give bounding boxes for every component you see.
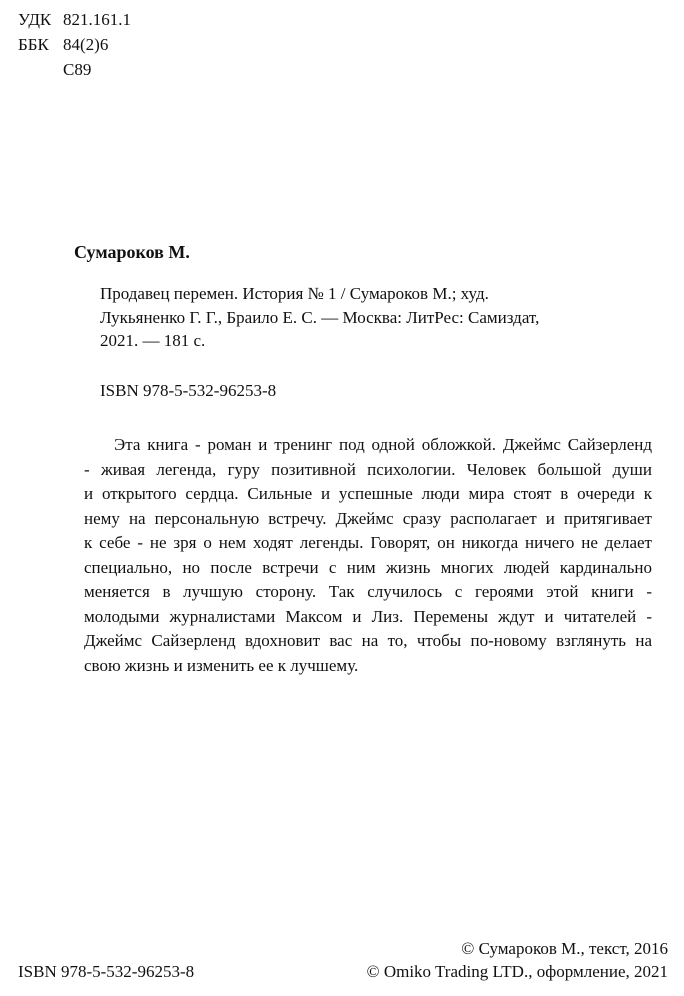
bibliographic-line: Лукьяненко Г. Г., Браило Е. С. — Москва: ЛитРес: Самиздат,	[100, 308, 540, 327]
annotation-line: специально, но после встречи с ним жизнь многих людей кардинально	[84, 557, 652, 577]
annotation-line: Эта книга - роман и тренинг под одной обложкой. Джеймс Сайзерленд	[114, 435, 652, 454]
bibliographic-line: 2021. — 181 с.	[100, 331, 206, 350]
bbk-label: ББК	[18, 35, 49, 54]
udk-value: 821.161.1	[63, 10, 131, 29]
footer-isbn: ISBN 978-5-532-96253-8	[18, 962, 195, 981]
annotation-paragraph	[84, 433, 652, 678]
bbk-value: 84(2)6	[63, 35, 109, 54]
annotation-line: свою жизнь и изменить ее к лучшему.	[84, 655, 359, 675]
annotation-line: меняется в лучшую сторону. Так случилось с героями этой книги -	[84, 582, 652, 601]
bibliographic-line: Продавец перемен. История № 1 / Сумароков М.; худ.	[100, 284, 489, 303]
copyright-text: © Сумароков М., текст, 2016	[461, 939, 668, 958]
annotation-line: к себе - не зря о нем ходят легенды. Говорят, он никогда ничего не делает	[84, 533, 652, 552]
annotation-line: нему на персональную встречу. Джеймс сразу располагает и притягивает	[84, 508, 652, 528]
annotation-line: и открытого сердца. Сильные и успешные люди мира стоят в очереди к	[84, 484, 652, 503]
isbn: ISBN 978-5-532-96253-8	[100, 381, 277, 400]
udk-label: УДК	[18, 10, 52, 29]
annotation-line: - живая легенда, гуру позитивной психологии. Человек большой души	[84, 459, 652, 479]
copyright-design: © Omiko Trading LTD., оформление, 2021	[366, 962, 668, 981]
annotation-line: молодыми журналистами Максом и Лиз. Перемены ждут и читателей -	[84, 606, 652, 626]
author-heading: Сумароков М.	[74, 242, 190, 262]
annotation-line: Джеймс Сайзерленд вдохновит вас на то, чтобы по-новому взглянуть на	[84, 631, 652, 650]
author-mark: С89	[63, 60, 92, 79]
